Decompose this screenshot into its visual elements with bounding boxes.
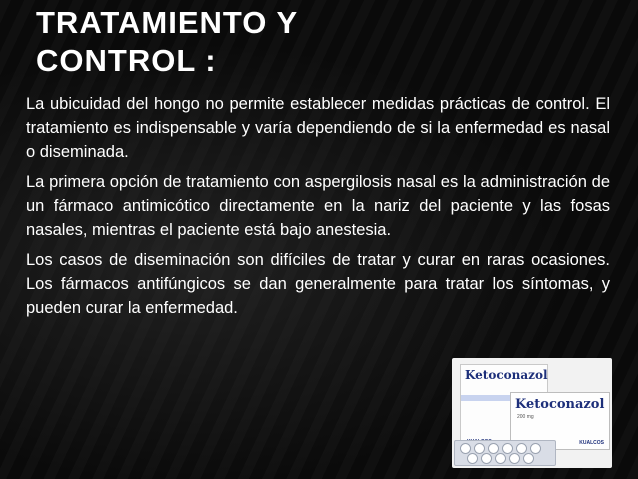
box-brand-label-front: Ketoconazol (515, 397, 605, 412)
pill (502, 443, 513, 454)
pill (530, 443, 541, 454)
pill (481, 453, 492, 464)
slide-title (36, 4, 298, 80)
pill (460, 443, 471, 454)
pill (488, 443, 499, 454)
paragraph-1: La ubicuidad del hongo no permite establecer medidas prácticas de control. El tratamiento es indispensable y varía dependiendo de si la enfermedad es nasal o diseminada. (26, 95, 610, 161)
pill (509, 453, 520, 464)
pill (474, 443, 485, 454)
slide-body (26, 92, 610, 326)
pill (516, 443, 527, 454)
box-maker-label-front: KUALCOS (579, 440, 604, 446)
pill (523, 453, 534, 464)
pill (467, 453, 478, 464)
title-line-1: TRATAMIENTO Y (36, 5, 299, 40)
box-dose-label: 200 mg (517, 414, 534, 420)
ketoconazol-product-image (452, 358, 612, 468)
pill (495, 453, 506, 464)
box-brand-label: Ketoconazol (465, 368, 548, 382)
pill-blister-pack (454, 440, 556, 466)
paragraph-2: La primera opción de tratamiento con aspergilosis nasal es la administración de un fármaco antimicótico directamente en la nariz del paciente y las fosas nasales, mientras el paciente está bajo anestesia. (26, 173, 610, 239)
title-line-2: CONTROL : (36, 43, 217, 78)
paragraph-3: Los casos de diseminación son difíciles de tratar y curar en raras ocasiones. Los fármacos antifúngicos se dan generalmente para tratar los síntomas, y pueden curar la enfermedad. (26, 251, 610, 317)
